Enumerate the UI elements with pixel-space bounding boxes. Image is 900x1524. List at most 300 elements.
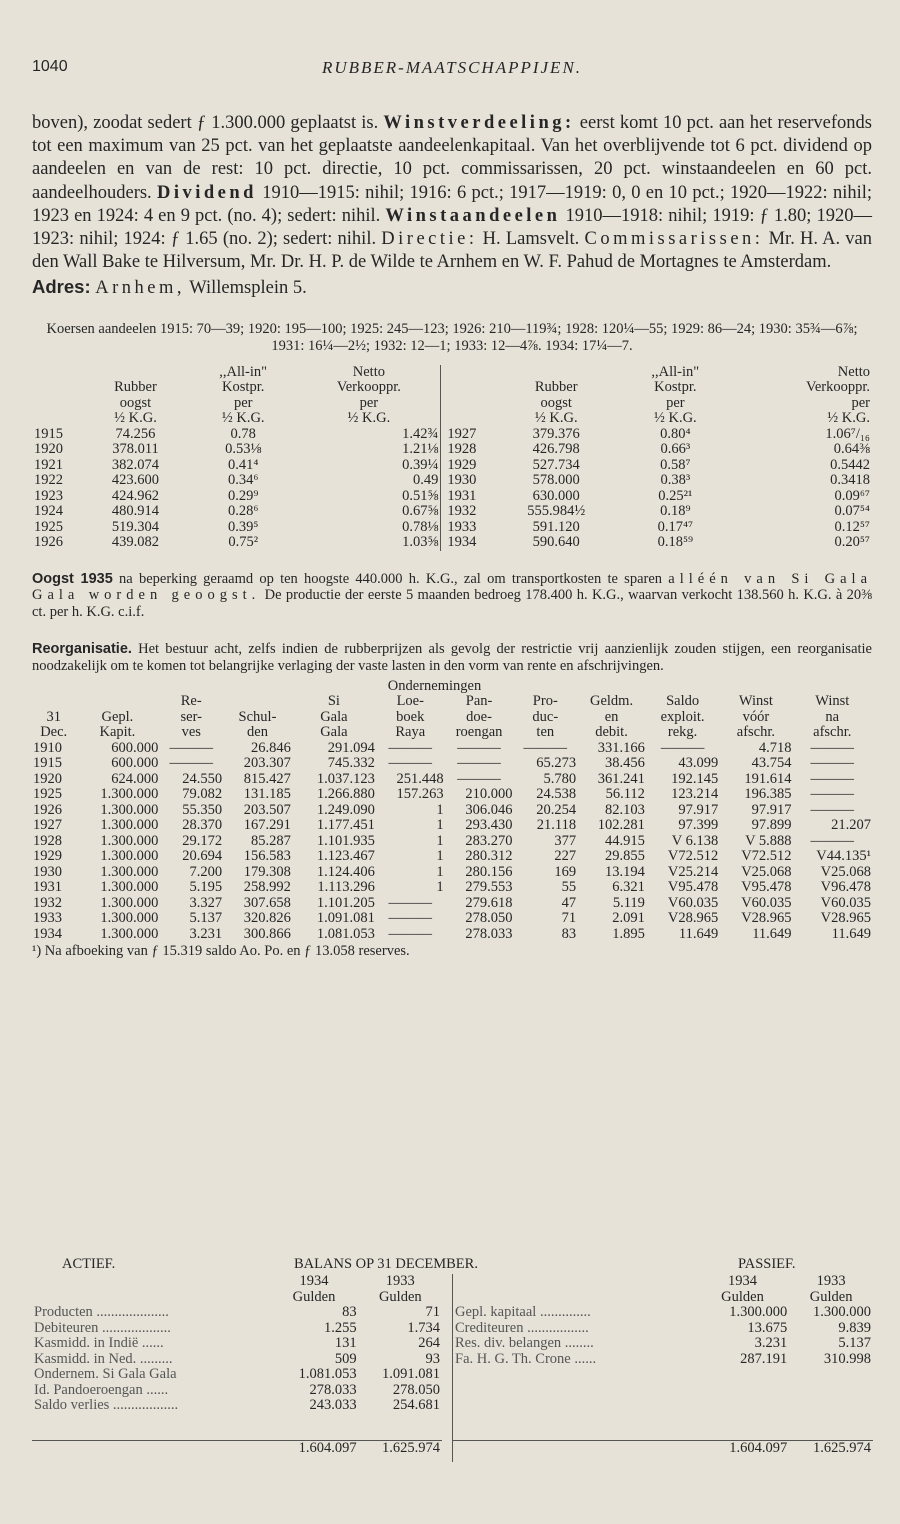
harvest-kostprijs: 0.29⁹ — [227, 487, 259, 504]
harvest-oogst: 480.914 — [111, 503, 160, 520]
financial-cell: V44.135¹ — [816, 848, 871, 865]
header-line: Winst — [815, 693, 850, 710]
share-prices: Koersen aandeelen 1915: 70—39; 1920: 195—100; 1925: 245—123; 1926: 210—119¾; 1928: 120¼—55; 1929: 86—24; 1930: 35¾—6⅞; 1931: 16¼—2½; 1932: 12—1; 1933: 12—4⅞. 1934: 17¼—7. — [46, 320, 858, 354]
financial-column-header — [445, 694, 514, 741]
harvest-year: 1929 — [441, 458, 492, 474]
intro-paragraph — [32, 112, 872, 274]
financial-cell: 745.332 — [327, 755, 375, 772]
financial-cell: ——— — [810, 832, 855, 849]
col-allin-right — [621, 365, 729, 427]
group-header-ondernemingen: Ondernemingen — [387, 677, 482, 694]
header-line: Geldm. — [589, 693, 634, 710]
total-1934: 1.604.097 — [298, 1439, 357, 1456]
balance-value-1933: 278.050 — [392, 1381, 440, 1398]
harvest-row — [32, 458, 872, 474]
financial-column-header — [159, 694, 223, 741]
harvest-kostprijs: 0.41⁴ — [227, 456, 259, 473]
header-line: Gala — [320, 708, 348, 725]
footnote: ¹) Na afboeking van ƒ 15.319 saldo Ao. Po. en ƒ 13.058 reserves. — [32, 943, 410, 960]
intro-text: eerst komt 10 pct. aan het reservefonds tot een maximum van 25 pct. van het geplaatste aandeelenkapitaal. Van het overblijvende tot 6 pct. dividend op aandeelen en van de rest: 10 pct. directie, 10 pct. commissarissen, 20 pct. winstaandeelen en 60 pct. aandeelhouders. — [32, 113, 872, 203]
financial-cell: 97.899 — [751, 817, 792, 834]
balance-value-1934: 509 — [334, 1350, 357, 1367]
intro-text: Mr. H. A. van den Wall Bake te Hilversum, Mr. Dr. H. P. de Wilde te Arnhem en W. F. Pahud de Mortagnes te Amsterdam. — [32, 229, 873, 273]
financial-cell: 71 — [561, 910, 577, 927]
address-line — [32, 275, 872, 300]
balance-value-1934: 243.033 — [309, 1397, 357, 1413]
header-line: Dec. — [40, 724, 68, 741]
financial-cell: 7.200 — [189, 863, 223, 880]
header-line: en — [604, 708, 619, 725]
financial-cell: 102.281 — [597, 817, 645, 834]
financial-cell: 361.241 — [597, 770, 645, 787]
header-line: Kostpr. — [222, 379, 265, 396]
unit-label: Gulden — [721, 1288, 764, 1305]
financial-cell: 28.370 — [182, 817, 223, 834]
harvest-kostprijs: 0.17⁴⁷ — [657, 518, 694, 535]
harvest-verkoopprijs: 0.3418 — [830, 472, 870, 489]
financial-cell: 1.300.000 — [100, 848, 159, 865]
header-line: vóór — [742, 708, 770, 725]
financial-cell: 624.000 — [111, 770, 159, 787]
financial-cell: ——— — [388, 925, 433, 942]
financial-cell: 251.448 — [396, 770, 444, 787]
financial-cell: 83 — [561, 925, 577, 942]
financial-cell: ——— — [660, 739, 705, 756]
financial-cell: 280.312 — [465, 848, 513, 865]
financial-cell: 600.000 — [111, 739, 159, 756]
financial-cell: V96.478 — [820, 879, 871, 896]
harvest-oogst: 519.304 — [111, 518, 160, 535]
financial-cell: ——— — [810, 770, 855, 787]
harvest-row — [32, 473, 872, 489]
header-line: Gepl. — [101, 708, 134, 725]
financial-cell: 1.081.053 — [316, 925, 375, 942]
financial-cell: 1.266.880 — [316, 786, 375, 803]
harvest-oogst: 426.798 — [532, 441, 580, 458]
financial-cell: 258.992 — [243, 879, 291, 896]
balance-title: BALANS OP 31 DECEMBER. — [294, 1256, 478, 1272]
harvest-kostprijs: 0.66³ — [660, 441, 691, 458]
harvest-oogst: 74.256 — [115, 425, 156, 442]
header-line: Loe- — [396, 693, 424, 710]
header-line: ½ K.G. — [827, 410, 870, 427]
balance-value-1933: 1.300.000 — [813, 1304, 871, 1320]
financial-cell: 1.037.123 — [316, 770, 375, 787]
header-line: ½ K.G. — [114, 410, 157, 427]
col-allin — [189, 365, 297, 427]
harvest-year: 1915 — [34, 425, 63, 442]
reorganisatie-paragraph — [32, 641, 872, 675]
financial-cell: 320.826 — [243, 910, 291, 927]
financial-cell: V60.035 — [820, 894, 871, 911]
balance-title-row — [32, 1256, 872, 1274]
heading-directie: Directie: — [381, 229, 478, 250]
year-1933: 1933 — [385, 1273, 415, 1289]
financial-cell: 97.399 — [678, 817, 719, 834]
harvest-verkoopprijs: 0.07⁵⁴ — [834, 503, 870, 520]
financial-cell: 1.124.406 — [316, 863, 375, 880]
financial-row — [32, 865, 872, 881]
harvest-verkoopprijs: 0.5442 — [830, 456, 870, 473]
harvest-verkoopprijs: 0.64⅜ — [833, 441, 870, 458]
passief-label: PASSIEF. — [738, 1256, 796, 1272]
oogst-text: De productie der eerste 5 maanden bedroeg 178.400 h. K.G., waarvan verkocht 138.560 h. K.G. à 20⅜ ct. per h. K.G. c.i.f. — [32, 587, 872, 621]
balance-row — [32, 1398, 442, 1414]
actief-label: ACTIEF. — [62, 1256, 116, 1272]
balance-row — [453, 1305, 873, 1321]
balance-item-label: Res. div. belangen ........ — [455, 1335, 594, 1351]
harvest-verkoopprijs: 1.42¾ — [402, 425, 439, 442]
header-line: Kapit. — [99, 724, 136, 741]
financial-cell: 55 — [561, 879, 577, 896]
harvest-oogst: 591.120 — [532, 518, 580, 535]
financial-cell: 5.780 — [543, 770, 577, 787]
financial-cell: 1933 — [33, 910, 62, 927]
page-number: 1040 — [32, 58, 68, 75]
balance-item-label: Kasmidd. in Ned. ......... — [34, 1350, 173, 1367]
oogst-text-spaced: alléén van Si Gala Gala worden geoogst. — [32, 570, 873, 604]
balance-value-1933: 1.734 — [407, 1319, 440, 1336]
financial-cell: 1910 — [33, 739, 62, 756]
header-line: Winst — [738, 693, 773, 710]
intro-text: ƒ 1.300.000 geplaatst is. — [196, 113, 384, 133]
financial-cell: 5.195 — [189, 879, 223, 896]
harvest-kostprijs: 0.34⁶ — [227, 472, 259, 489]
financial-column-header — [646, 694, 719, 741]
financial-cell: 1932 — [33, 894, 62, 911]
financial-cell: 43.754 — [751, 755, 792, 772]
header-line: Rubber — [114, 379, 157, 396]
financial-cell: 291.094 — [327, 739, 375, 756]
harvest-verkoopprijs: 0.09⁶⁷ — [834, 487, 870, 504]
financial-cell: 65.273 — [536, 755, 577, 772]
header-line: rekg. — [667, 724, 698, 741]
balance-item-label: Fa. H. G. Th. Crone ...... — [455, 1350, 597, 1367]
address-street: Willemsplein 5. — [184, 278, 307, 299]
oogst-label: Oogst 1935 — [32, 570, 113, 587]
header-line: oogst — [119, 394, 152, 411]
reorganisatie-label: Reorganisatie. — [32, 641, 132, 658]
financial-cell: 167.291 — [243, 817, 291, 834]
financial-cell: ——— — [388, 894, 433, 911]
harvest-year: 1928 — [441, 442, 492, 458]
financial-cell: 6.321 — [612, 879, 645, 896]
harvest-verkoopprijs: 0.67⅝ — [402, 503, 439, 520]
harvest-verkoopprijs: 1.03⅝ — [402, 534, 439, 551]
financial-cell: 1.300.000 — [100, 786, 159, 803]
financial-row — [32, 803, 872, 819]
financial-column-header — [793, 694, 872, 741]
financial-cell: 1 — [436, 863, 444, 880]
harvest-kostprijs: 0.25²¹ — [658, 487, 693, 504]
financial-cell: 191.614 — [744, 770, 792, 787]
financial-cell: 1.113.296 — [317, 879, 375, 896]
balance-value-1934: 131 — [334, 1335, 357, 1351]
financial-cell: ——— — [388, 739, 433, 756]
financial-cell: 123.214 — [671, 786, 719, 803]
financial-row — [32, 896, 872, 912]
balance-row — [453, 1352, 873, 1368]
harvest-year: 1920 — [34, 441, 63, 458]
header-line: Gala — [320, 724, 348, 741]
balance-sheet — [32, 1256, 872, 1456]
financial-column-header — [32, 694, 75, 741]
financial-cell: 47 — [561, 894, 577, 911]
header-line: ten — [536, 724, 555, 741]
intro-text: boven), zoodat sedert — [32, 113, 197, 133]
financial-cell: V72.512 — [741, 848, 792, 865]
total-1934: 1.604.097 — [729, 1440, 788, 1456]
financial-cell: 131.185 — [243, 786, 291, 803]
header-line: na — [825, 708, 840, 725]
financial-cell: 1.101.205 — [316, 894, 375, 911]
harvest-kostprijs: 0.18⁵⁹ — [657, 534, 694, 551]
financial-cell: 29.855 — [605, 848, 645, 865]
financial-column-header — [719, 694, 792, 741]
financial-cell: 1.895 — [612, 925, 645, 942]
financial-cell: 600.000 — [111, 755, 159, 772]
group-header-row — [32, 679, 872, 695]
harvest-year: 1923 — [34, 487, 63, 504]
financial-cell: 44.915 — [605, 832, 645, 849]
financial-cell: 13.194 — [605, 863, 645, 880]
financial-column-header — [376, 694, 445, 741]
header-line: Saldo — [666, 693, 700, 710]
balance-item-label: Producten .................... — [34, 1304, 169, 1320]
harvest-oogst: 423.600 — [111, 472, 160, 489]
financial-cell: 1.300.000 — [100, 832, 159, 849]
financial-cell: 21.207 — [831, 817, 871, 834]
total-1933: 1.625.974 — [813, 1440, 871, 1456]
balance-value-1933: 5.137 — [838, 1335, 871, 1351]
company-intro — [32, 112, 872, 301]
harvest-oogst: 630.000 — [532, 487, 580, 504]
balance-left — [32, 1274, 452, 1456]
harvest-kostprijs: 0.58⁷ — [660, 456, 691, 473]
harvest-oogst: 555.984½ — [527, 503, 586, 520]
financial-cell: 210.000 — [465, 786, 513, 803]
intro-text: H. Lamsvelt. — [477, 229, 585, 250]
balance-value-1933: 9.839 — [838, 1319, 871, 1336]
financial-header-row — [32, 694, 872, 741]
year-1934: 1934 — [299, 1273, 329, 1289]
financial-cell: 1926 — [33, 801, 62, 818]
harvest-kostprijs: 0.75² — [228, 534, 259, 551]
heading-winstverdeeling: Winstverdeeling: — [383, 113, 575, 133]
harvest-kostprijs: 0.80⁴ — [660, 425, 691, 442]
balance-row — [453, 1336, 873, 1352]
header-line: roengan — [455, 724, 503, 741]
financial-cell: 26.846 — [251, 739, 291, 756]
year-1933: 1933 — [816, 1273, 846, 1289]
balance-item-label: Kasmidd. in Indië ...... — [34, 1335, 164, 1351]
balance-value-1933: 71 — [425, 1304, 440, 1320]
harvest-verkoopprijs: 0.12⁵⁷ — [834, 518, 870, 535]
financial-row — [32, 772, 872, 788]
financial-cell: 21.118 — [536, 817, 577, 834]
harvest-kostprijs: 0.38³ — [660, 472, 691, 489]
financial-cell: 1920 — [33, 770, 62, 787]
balance-value-1933: 254.681 — [392, 1397, 440, 1413]
financial-cell: 1 — [436, 817, 444, 834]
header-line: ,,All-in" — [651, 363, 700, 380]
balance-row — [453, 1321, 873, 1337]
financial-cell: 1.177.451 — [316, 817, 375, 834]
header-line: oogst — [540, 394, 572, 411]
year-1934: 1934 — [727, 1273, 757, 1289]
header-line: 31 — [46, 708, 61, 725]
financial-row — [32, 880, 872, 896]
financial-cell: 1 — [436, 801, 444, 818]
harvest-year: 1925 — [34, 518, 63, 535]
financial-cell: 1.249.090 — [316, 801, 375, 818]
header-line: Re- — [180, 693, 202, 710]
balance-item-label: Debiteuren ................... — [34, 1319, 171, 1336]
financial-table — [32, 679, 872, 943]
financial-cell: V25.068 — [820, 863, 871, 880]
balance-item-label: Gepl. kapitaal .............. — [455, 1304, 591, 1320]
unit-label: Gulden — [378, 1288, 422, 1305]
reorganisatie-text: Het bestuur acht, zelfs indien de rubberprijzen als gevolg der restrictie vrij aanzienlijk zouden stijgen, een reorganisatie noodzakelijk om te komen tot belangrijke verlaging der vaste lasten in den vorm van rente en afschrijvingen. — [32, 641, 872, 674]
harvest-oogst: 379.376 — [532, 425, 580, 442]
balance-right — [452, 1274, 873, 1462]
financial-cell: 280.156 — [465, 863, 513, 880]
header-line: ½ K.G. — [534, 410, 578, 427]
harvest-row — [32, 504, 872, 520]
header-line: afschr. — [736, 724, 776, 741]
total-1933: 1.625.974 — [382, 1439, 440, 1456]
harvest-kostprijs: 0.28⁶ — [227, 503, 259, 520]
financial-cell: 1.300.000 — [100, 817, 159, 834]
financial-cell: 55.350 — [182, 801, 223, 818]
balance-value-1933: 310.998 — [823, 1350, 871, 1367]
harvest-kostprijs: 0.39⁵ — [227, 518, 259, 535]
financial-cell: ——— — [457, 770, 501, 787]
balance-row — [32, 1321, 442, 1337]
financial-cell: 169 — [554, 863, 577, 880]
harvest-oogst: 578.000 — [532, 472, 580, 489]
oogst-text: na beperking geraamd op ten hoogste 440.000 h. K.G., zal om transportkosten te sparen — [112, 570, 669, 587]
financial-cell: 192.145 — [671, 770, 719, 787]
financial-cell: 1934 — [33, 925, 62, 942]
harvest-row — [32, 489, 872, 505]
header-line: ½ K.G. — [221, 410, 265, 427]
financial-cell: V95.478 — [741, 879, 792, 896]
balance-item-label: Crediteuren ................. — [455, 1319, 589, 1336]
financial-cell: V25.214 — [667, 863, 719, 880]
financial-cell: 24.538 — [536, 786, 577, 803]
financial-cell: ——— — [388, 755, 433, 772]
financial-cell: 4.718 — [758, 739, 792, 756]
balance-value-1933: 93 — [425, 1350, 440, 1367]
harvest-year: 1924 — [34, 503, 63, 520]
header-line: per — [666, 394, 685, 411]
col-rubber — [82, 365, 189, 427]
harvest-year: 1926 — [34, 534, 63, 551]
balance-value-1934: 13.675 — [747, 1319, 788, 1336]
financial-cell: ——— — [169, 755, 213, 772]
harvest-oogst: 527.734 — [532, 456, 580, 473]
financial-cell: V60.035 — [741, 894, 792, 911]
financial-cell: ——— — [810, 755, 855, 772]
financial-column-header — [223, 694, 292, 741]
financial-cell: 3.327 — [189, 894, 223, 911]
harvest-verkoopprijs: 0.49 — [412, 472, 439, 489]
financial-row — [32, 911, 872, 927]
harvest-year: 1930 — [441, 473, 492, 489]
financial-cell: 815.427 — [243, 770, 291, 787]
harvest-oogst: 439.082 — [111, 534, 160, 551]
running-title: RUBBER-MAATSCHAPPIJEN. — [321, 58, 583, 77]
balance-value-1934: 287.191 — [740, 1350, 788, 1367]
header-line: duc- — [532, 708, 559, 725]
heading-winstaandeelen: Winstaandeelen — [385, 205, 561, 226]
header-line: per — [233, 394, 253, 411]
financial-cell: 1931 — [33, 879, 62, 896]
financial-cell: 11.649 — [831, 925, 871, 942]
heading-commissarissen: Commissarissen: — [584, 229, 764, 250]
balance-row — [32, 1336, 442, 1352]
header-line: Verkooppr. — [336, 379, 401, 396]
financial-row — [32, 818, 872, 834]
harvest-year: 1921 — [34, 456, 63, 473]
financial-cell: V28.965 — [820, 910, 871, 927]
header-line: Pro- — [532, 693, 558, 710]
financial-cell: 1.300.000 — [100, 863, 159, 880]
financial-column-header — [577, 694, 646, 741]
financial-cell: V 6.138 — [671, 832, 719, 849]
financial-cell: 1925 — [33, 786, 62, 803]
header-line: Si — [327, 693, 340, 710]
financial-cell: 307.658 — [243, 894, 291, 911]
harvest-row — [32, 427, 872, 443]
balance-value-1934: 83 — [342, 1304, 357, 1320]
harvest-year: 1933 — [441, 520, 492, 536]
header-line: doe- — [466, 708, 492, 725]
harvest-verkoopprijs: 0.51⅝ — [402, 487, 439, 504]
header-line: ,,All-in" — [219, 363, 268, 380]
financial-cell: V95.478 — [667, 879, 719, 896]
financial-cell: 29.172 — [182, 832, 223, 849]
financial-cell: 1929 — [33, 848, 62, 865]
financial-cell: 1.101.935 — [316, 832, 375, 849]
oogst-paragraph — [32, 571, 872, 621]
financial-cell: 1 — [436, 832, 444, 849]
harvest-row — [32, 442, 872, 458]
harvest-kostprijs: 0.78 — [230, 425, 256, 442]
financial-cell: 2.091 — [612, 910, 645, 927]
harvest-year: 1927 — [441, 427, 492, 443]
financial-column-header — [292, 694, 376, 741]
financial-cell: 1.091.081 — [316, 910, 375, 927]
balance-row — [32, 1383, 442, 1399]
financial-cell: 1.300.000 — [100, 801, 159, 818]
balance-item-label: Saldo verlies .................. — [34, 1397, 179, 1413]
financial-cell: ——— — [523, 739, 568, 756]
financial-column-header — [513, 694, 577, 741]
balance-value-1933: 264 — [418, 1335, 440, 1351]
financial-cell: 11.649 — [678, 925, 719, 942]
financial-cell: 20.694 — [182, 848, 223, 865]
financial-cell: 43.099 — [678, 755, 719, 772]
financial-cell: ——— — [388, 910, 433, 927]
financial-cell: 3.231 — [189, 925, 223, 942]
financial-column-header — [75, 694, 159, 741]
financial-cell: 203.307 — [243, 755, 291, 772]
financial-cell: 377 — [554, 832, 577, 849]
harvest-table — [32, 365, 872, 551]
harvest-verkoopprijs: 0.39¼ — [402, 456, 439, 473]
